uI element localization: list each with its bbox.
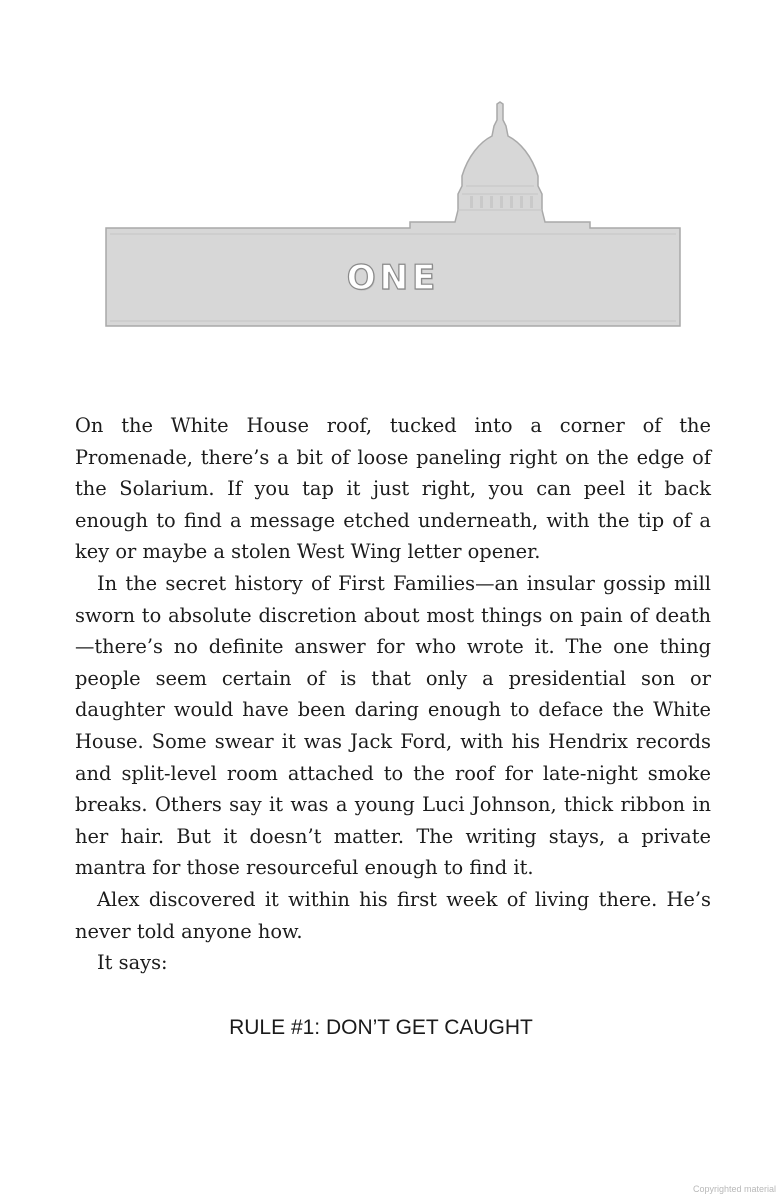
rule-inscription: RULE #1: DON’T GET CAUGHT xyxy=(229,1016,533,1039)
chapter-body xyxy=(75,410,711,979)
copyright-watermark: Copyrighted material xyxy=(692,1184,776,1194)
paragraph-1: On the White House roof, tucked into a corner of the Promenade, there’s a bit of loose paneling right on the edge of the Solarium. If you tap it just right, you can peel it back enough to find a message etched underneath, with the tip of a key or maybe a stolen West Wing letter opener. xyxy=(75,414,711,564)
chapter-header xyxy=(0,0,784,340)
paragraph-3: Alex discovered it within his first week of living there. He’s never told anyone how. xyxy=(75,887,711,943)
chapter-title: ONE xyxy=(346,258,440,298)
paragraph-2: In the secret history of First Families—an insular gossip mill sworn to absolute discretion about most things on pain of death—there’s no definite answer for who wrote it. The one thing people seem certain of is that only a presidential son or daughter would have been daring enough to deface the White House. Some swear it was Jack Ford, with his Hendrix records and split-level room attached to the roof for late-night smoke breaks. Others say it was a young Luci Johnson, thick ribbon in her hair. But it doesn’t matter. The writing stays, a private mantra for those resourceful enough to find it. xyxy=(75,571,711,880)
paragraph-4: It says: xyxy=(97,951,168,975)
